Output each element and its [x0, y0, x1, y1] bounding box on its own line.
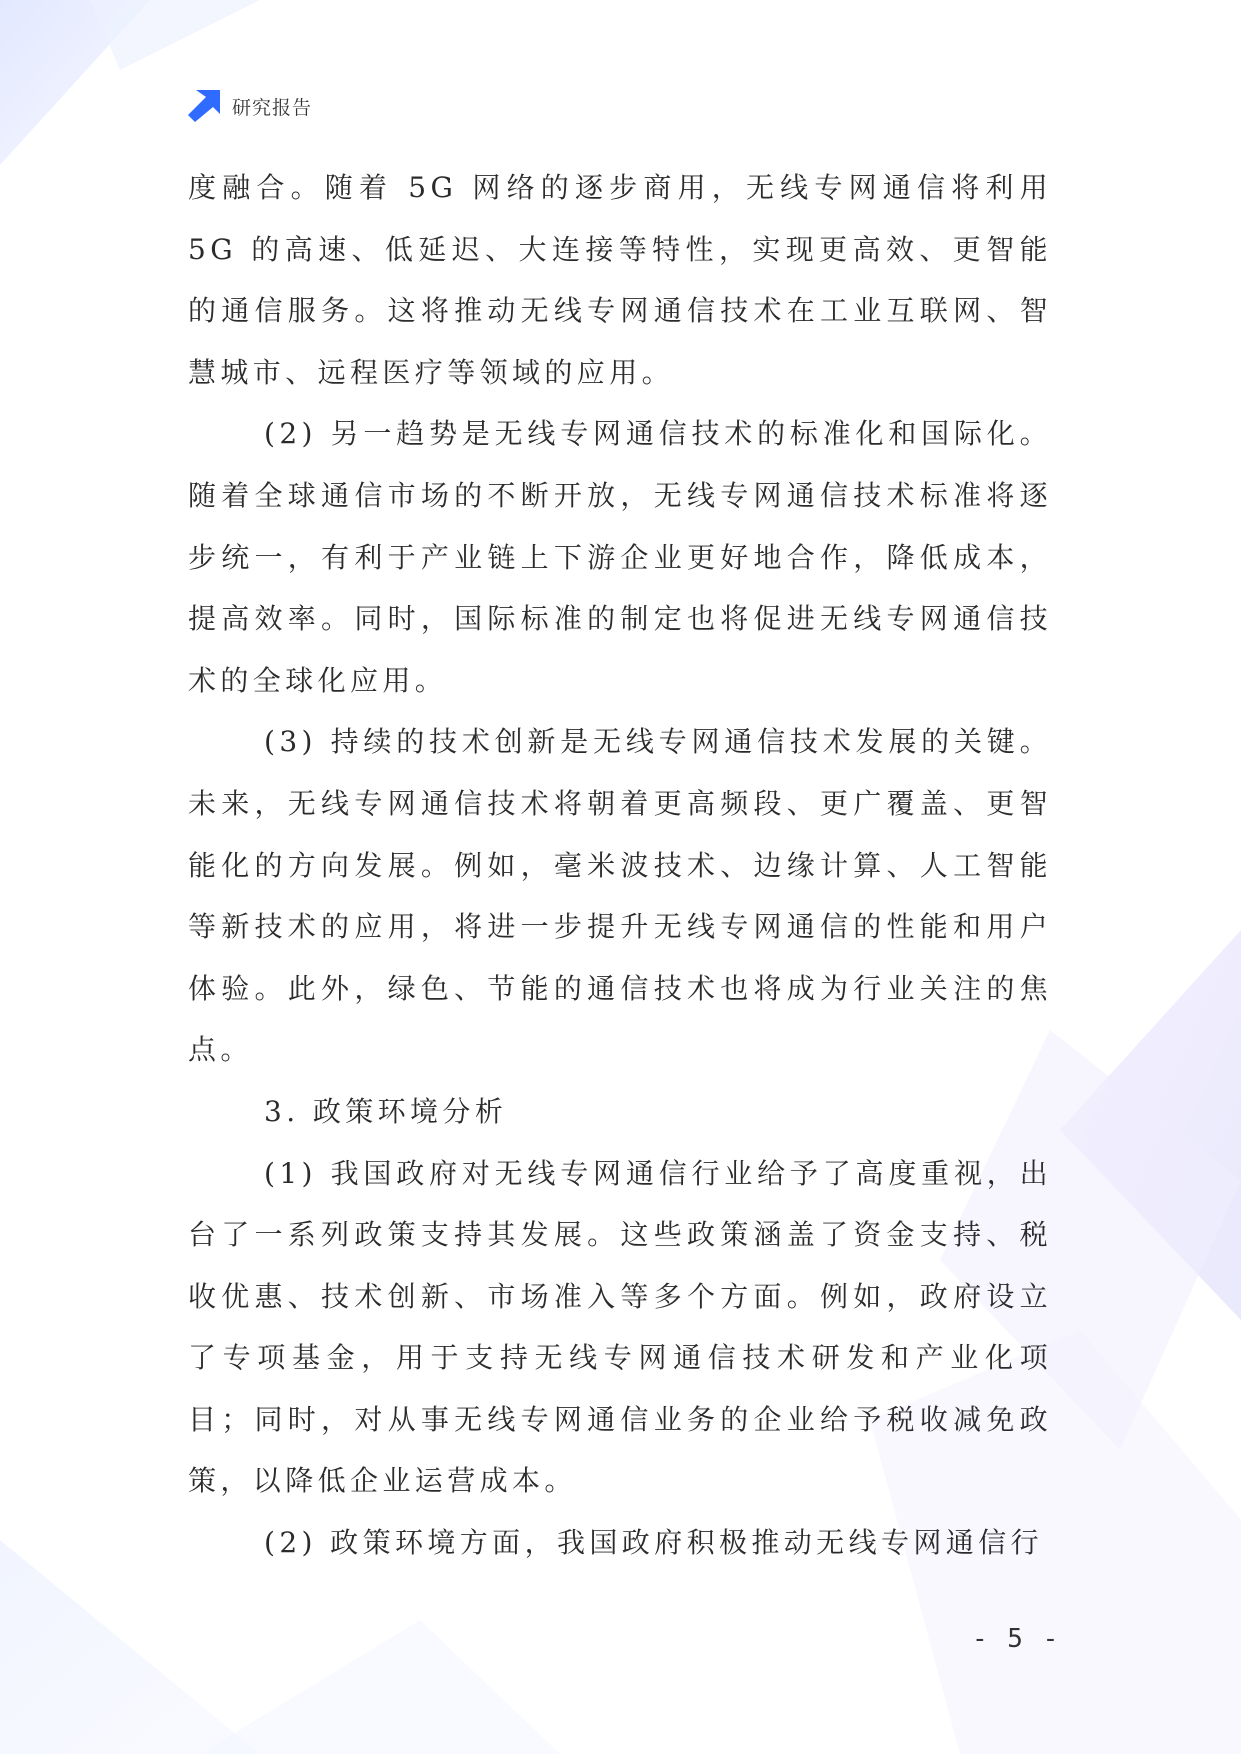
page-number: - 5 -: [972, 1624, 1061, 1654]
paragraph-5g-integration: 度融合。随着 5G 网络的逐步商用，无线专网通信将利用 5G 的高速、低延迟、大连接等特性，实现更高效、更智能的通信服务。这将推动无线专网通信技术在工业互联网、智慧城市、远程医疗等领域的应用。: [188, 171, 1052, 389]
section-heading-policy: 3. 政策环境分析: [264, 1094, 508, 1128]
paragraph-innovation: (3) 持续的技术创新是无线专网通信技术发展的关键。未来，无线专网通信技术将朝着更高频段、更广覆盖、更智能化的方向发展。例如，毫米波技术、边缘计算、人工智能等新技术的应用，将进一步提升无线专网通信的性能和用户体验。此外，绿色、节能的通信技术也将成为行业关注的焦点。: [188, 725, 1052, 1067]
paragraph-policy-support: (1) 我国政府对无线专网通信行业给予了高度重视，出台了一系列政策支持其发展。这些政策涵盖了资金支持、税收优惠、技术创新、市场准入等多个方面。例如，政府设立了专项基金，用于支持无线专网通信技术研发和产业化项目；同时，对从事无线专网通信业务的企业给予税收减免政策，以降低企业运营成本。: [188, 1156, 1052, 1498]
paragraph-policy-environment: (2) 政策环境方面，我国政府积极推动无线专网通信行: [264, 1526, 1043, 1560]
document-header: [186, 86, 312, 126]
paragraph-standardization: (2) 另一趋势是无线专网通信技术的标准化和国际化。随着全球通信市场的不断开放，无线专网通信技术标准将逐步统一，有利于产业链上下游企业更好地合作，降低成本，提高效率。同时，国际标准的制定也将促进无线专网通信技术的全球化应用。: [188, 417, 1052, 697]
arrow-up-right-icon: [186, 88, 222, 124]
document-body: [188, 157, 1052, 1574]
header-title: 研究报告: [232, 96, 313, 119]
